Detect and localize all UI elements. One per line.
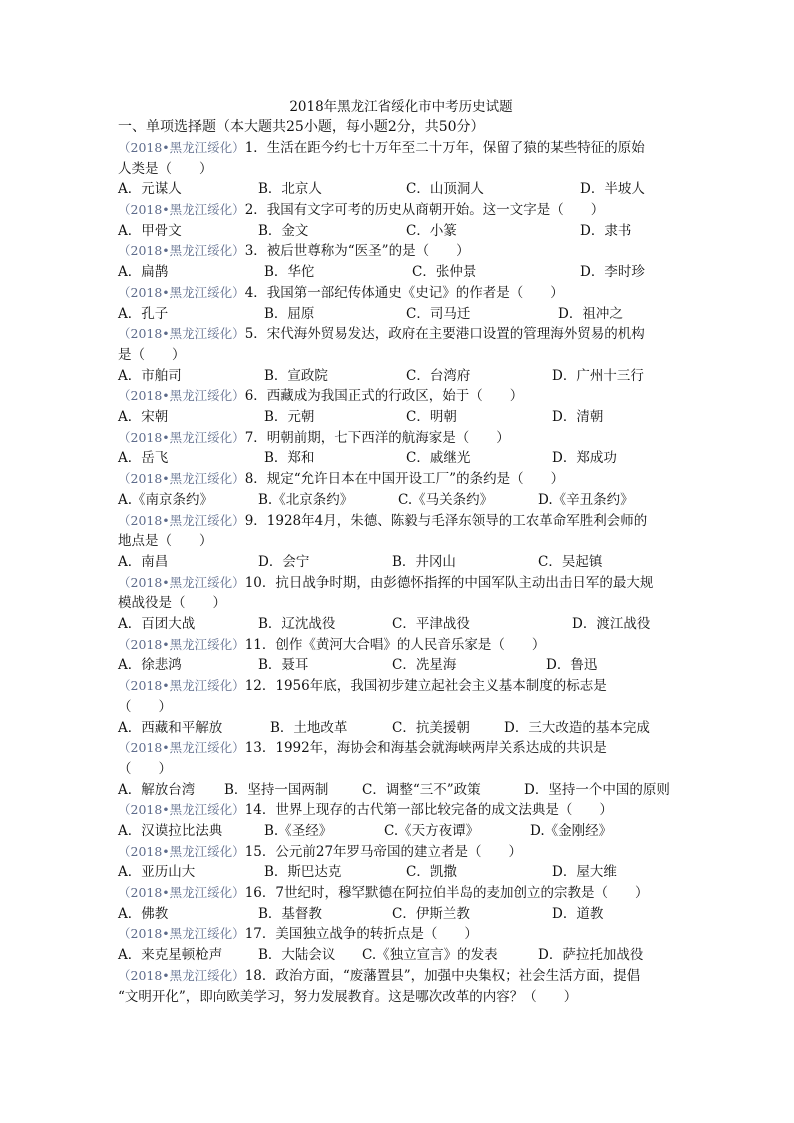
- option-d[interactable]: D．鲁迅: [546, 657, 598, 674]
- answer-options: [118, 780, 684, 801]
- option-d[interactable]: D．清朝: [552, 409, 604, 426]
- option-c[interactable]: C．平津战役: [392, 616, 470, 633]
- question-text: 15．公元前27年罗马帝国的建立者是（ ）: [244, 843, 523, 860]
- question-list: [118, 138, 684, 1007]
- option-b[interactable]: B．金文: [258, 222, 309, 239]
- question-source: （2018•黑龙江绥化）: [118, 429, 245, 445]
- option-a[interactable]: A．佛教: [118, 905, 169, 922]
- option-b[interactable]: B.《圣经》: [264, 823, 333, 839]
- option-d[interactable]: D.《辛丑条约》: [538, 491, 634, 508]
- option-c[interactable]: B．井冈山: [392, 553, 456, 570]
- question-source: （2018•黑龙江绥化）: [118, 471, 245, 487]
- option-d[interactable]: D．郑成功: [552, 450, 617, 467]
- option-a[interactable]: A．解放台湾: [118, 781, 196, 798]
- question-13: [118, 738, 684, 800]
- option-c[interactable]: C．台湾府: [406, 367, 471, 384]
- option-b[interactable]: B．土地改革: [270, 719, 348, 736]
- option-b[interactable]: B．辽沈战役: [258, 616, 336, 633]
- option-a[interactable]: A．岳飞: [118, 450, 169, 467]
- question-text: “文明开化”，即向欧美学习，努力发展教育。这是哪次改革的内容？（ ）: [118, 988, 578, 1005]
- option-c[interactable]: C．凯撒: [406, 864, 457, 881]
- question-stem: [118, 573, 684, 594]
- question-text: 13．1992年，海协会和海基会就海峡两岸关系达成的共识是: [244, 740, 607, 757]
- option-a[interactable]: A．元谋人: [118, 181, 182, 198]
- answer-options: [118, 904, 684, 925]
- option-b[interactable]: B．郑和: [264, 450, 315, 467]
- answer-options: [118, 552, 684, 573]
- question-source: （2018•黑龙江绥化）: [118, 636, 245, 652]
- question-stem: [118, 283, 684, 304]
- question-text: 18．政治方面，“废藩置县”，加强中央集权；社会生活方面，提倡: [244, 967, 641, 984]
- option-c[interactable]: C．司马迁: [406, 305, 471, 322]
- option-c[interactable]: C．抗美援朝: [392, 719, 470, 736]
- option-b[interactable]: B.《北京条约》: [258, 491, 354, 508]
- question-text: 1．生活在距今约七十万年至二十万年，保留了猿的某些特征的原始: [244, 140, 645, 156]
- question-source: （2018•黑龙江绥化）: [118, 574, 245, 590]
- question-stem: [118, 428, 684, 449]
- question-stem: [118, 386, 684, 407]
- question-text: 11．创作《黄河大合唱》的人民音乐家是（ ）: [244, 636, 546, 653]
- exam-content: [118, 97, 684, 1007]
- question-source: （2018•黑龙江绥化）: [118, 885, 245, 901]
- answer-options: [118, 614, 684, 635]
- question-18: [118, 966, 684, 1007]
- question-stem: [118, 966, 684, 987]
- question-stem-continued: [118, 759, 684, 780]
- option-a[interactable]: A．甲骨文: [118, 222, 182, 239]
- option-b[interactable]: B．北京人: [258, 181, 322, 198]
- answer-options: [118, 490, 684, 511]
- question-stem: [118, 883, 684, 904]
- option-a[interactable]: A．来克星顿枪声: [118, 947, 223, 964]
- question-text: 6．西藏成为我国正式的行政区，始于（ ）: [244, 388, 524, 405]
- question-text: 14．世界上现存的古代第一部比较完备的成文法典是（ ）: [244, 802, 613, 819]
- option-b[interactable]: B．元朝: [264, 409, 315, 426]
- answer-options: [118, 262, 684, 283]
- question-source: （2018•黑龙江绥化）: [118, 967, 245, 983]
- option-c[interactable]: C．冼星海: [392, 657, 457, 674]
- question-source: （2018•黑龙江绥化）: [118, 140, 245, 155]
- question-stem: [118, 800, 684, 821]
- question-text: 17．美国独立战争的转折点是（ ）: [244, 926, 478, 943]
- option-d[interactable]: D．萨拉托加战役: [538, 947, 644, 964]
- answer-options: [118, 862, 684, 883]
- question-text: 3．被后世尊称为“医圣”的是（ ）: [244, 243, 470, 260]
- question-text: 4．我国第一部纪传体通史《史记》的作者是（ ）: [244, 284, 564, 301]
- option-b[interactable]: B．屈原: [264, 305, 315, 322]
- question-stem: [118, 241, 684, 262]
- option-c[interactable]: C．明朝: [406, 409, 457, 426]
- option-b[interactable]: B．斯巴达克: [264, 864, 342, 881]
- question-text: 地点是（ ）: [118, 533, 213, 550]
- option-c[interactable]: C.《天方夜谭》: [384, 823, 480, 839]
- option-d[interactable]: C．吴起镇: [538, 553, 603, 570]
- option-d[interactable]: D．半坡人: [580, 181, 645, 198]
- question-10: [118, 573, 684, 635]
- question-stem: [118, 842, 684, 863]
- question-16: [118, 883, 684, 924]
- question-source: （2018•黑龙江绥化）: [118, 284, 245, 300]
- question-stem: [118, 676, 684, 697]
- question-stem-continued: [118, 531, 684, 552]
- option-c[interactable]: C.《马关条约》: [398, 491, 494, 508]
- question-stem: [118, 324, 684, 345]
- question-stem: [118, 635, 684, 656]
- question-3: [118, 241, 684, 282]
- answer-options: [118, 718, 684, 739]
- question-text: 9．1928年4月，朱德、陈毅与毛泽东领导的工农革命军胜利会师的: [244, 512, 648, 529]
- question-stem: [118, 138, 684, 159]
- option-b[interactable]: B．华佗: [264, 264, 315, 281]
- option-c[interactable]: C．调整“三不”政策: [362, 781, 481, 798]
- question-source: （2018•黑龙江绥化）: [118, 740, 245, 756]
- question-text: 16．7世纪时，穆罕默德在阿拉伯半岛的麦加创立的宗教是（ ）: [244, 885, 649, 902]
- option-d[interactable]: D．屋大维: [552, 864, 617, 881]
- question-text: 7．明朝前期，七下西洋的航海家是（ ）: [244, 429, 510, 446]
- option-b[interactable]: B．聂耳: [258, 657, 309, 674]
- question-source: （2018•黑龙江绥化）: [118, 202, 245, 218]
- option-b[interactable]: B．宣政院: [264, 367, 328, 384]
- question-source: （2018•黑龙江绥化）: [118, 926, 245, 942]
- question-11: [118, 635, 684, 676]
- question-12: [118, 676, 684, 738]
- question-15: [118, 842, 684, 883]
- option-a[interactable]: A．南昌: [118, 553, 169, 570]
- option-a[interactable]: A．亚历山大: [118, 864, 196, 881]
- option-d[interactable]: D．坚持一个中国的原则: [524, 781, 670, 798]
- answer-options: [118, 304, 684, 325]
- question-14: [118, 800, 684, 841]
- option-a[interactable]: A．孔子: [118, 305, 169, 322]
- option-a[interactable]: A.《南京条约》: [118, 491, 214, 508]
- option-c[interactable]: C．张仲景: [412, 264, 477, 281]
- question-text: 12．1956年底，我国初步建立起社会主义基本制度的标志是: [244, 678, 607, 695]
- option-d[interactable]: D.《金刚经》: [530, 823, 613, 839]
- question-4: [118, 283, 684, 324]
- answer-options: [118, 407, 684, 428]
- question-8: [118, 469, 684, 510]
- question-source: （2018•黑龙江绥化）: [118, 243, 245, 259]
- option-a[interactable]: A．扁鹊: [118, 264, 169, 281]
- option-a[interactable]: A．宋朝: [118, 409, 169, 426]
- question-text: 模战役是（ ）: [118, 595, 226, 612]
- option-a[interactable]: A．汉谟拉比法典: [118, 823, 223, 839]
- question-1: [118, 138, 684, 200]
- question-6: [118, 386, 684, 427]
- question-stem-continued: [118, 159, 684, 180]
- option-d[interactable]: D．广州十三行: [552, 367, 644, 384]
- option-a[interactable]: A．市舶司: [118, 367, 182, 384]
- option-b[interactable]: B．基督教: [258, 905, 322, 922]
- question-stem-continued: [118, 987, 684, 1008]
- question-text: 人类是（ ）: [118, 160, 213, 177]
- option-d[interactable]: D．祖冲之: [558, 305, 623, 322]
- question-stem-continued: [118, 345, 684, 366]
- question-9: [118, 511, 684, 573]
- answer-options: [118, 179, 684, 200]
- question-source: （2018•黑龙江绥化）: [118, 326, 245, 342]
- question-text: 2．我国有文字可考的历史从商朝开始。这一文字是（ ）: [244, 202, 605, 219]
- question-text: （ ）: [118, 760, 172, 777]
- option-c[interactable]: C.《独立宣言》的发表: [362, 947, 498, 964]
- question-source: （2018•黑龙江绥化）: [118, 678, 245, 694]
- answer-options: [118, 366, 684, 387]
- section-heading: 一、单项选择题（本大题共25小题，每小题2分，共50分）: [118, 119, 485, 135]
- question-source: （2018•黑龙江绥化）: [118, 802, 245, 818]
- question-source: （2018•黑龙江绥化）: [118, 843, 245, 859]
- option-a[interactable]: A．西藏和平解放: [118, 719, 223, 736]
- question-2: [118, 200, 684, 241]
- answer-options: [118, 448, 684, 469]
- option-c[interactable]: C．山顶洞人: [406, 181, 484, 198]
- question-text: 10．抗日战争时期，由彭德怀指挥的中国军队主动出击日军的最大规: [244, 574, 654, 591]
- question-text: 5．宋代海外贸易发达，政府在主要港口设置的管理海外贸易的机构: [244, 326, 645, 343]
- question-stem: [118, 924, 684, 945]
- question-source: （2018•黑龙江绥化）: [118, 512, 245, 528]
- answer-options: [118, 221, 684, 242]
- question-stem-continued: [118, 593, 684, 614]
- answer-options: [118, 821, 684, 842]
- question-7: [118, 428, 684, 469]
- option-c[interactable]: C．戚继光: [406, 450, 471, 467]
- option-d[interactable]: D．李时珍: [580, 264, 645, 281]
- question-stem: [118, 738, 684, 759]
- question-source: （2018•黑龙江绥化）: [118, 388, 245, 404]
- question-stem-continued: [118, 697, 684, 718]
- question-stem: [118, 200, 684, 221]
- question-17: [118, 924, 684, 965]
- question-text: 是（ ）: [118, 346, 186, 363]
- option-b[interactable]: D．会宁: [258, 553, 310, 570]
- question-stem: [118, 469, 684, 490]
- page-title: 2018年黑龙江省绥化市中考历史试题: [289, 99, 513, 115]
- question-text: 8．规定“允许日本在中国开设工厂”的条约是（ ）: [244, 471, 565, 488]
- question-5: [118, 324, 684, 386]
- question-stem: [118, 511, 684, 532]
- option-d[interactable]: D．渡江战役: [572, 616, 651, 633]
- answer-options: [118, 655, 684, 676]
- option-d[interactable]: D．道教: [552, 905, 604, 922]
- option-b[interactable]: B．大陆会议: [258, 947, 336, 964]
- question-text: （ ）: [118, 698, 172, 715]
- option-d[interactable]: D．三大改造的基本完成: [504, 719, 650, 736]
- option-c[interactable]: C．小篆: [406, 222, 457, 239]
- option-c[interactable]: C．伊斯兰教: [392, 905, 470, 922]
- option-b[interactable]: B．坚持一国两制: [224, 781, 329, 798]
- option-a[interactable]: A．徐悲鸿: [118, 657, 182, 674]
- answer-options: [118, 945, 684, 966]
- option-a[interactable]: A．百团大战: [118, 616, 196, 633]
- option-d[interactable]: D．隶书: [580, 222, 632, 239]
